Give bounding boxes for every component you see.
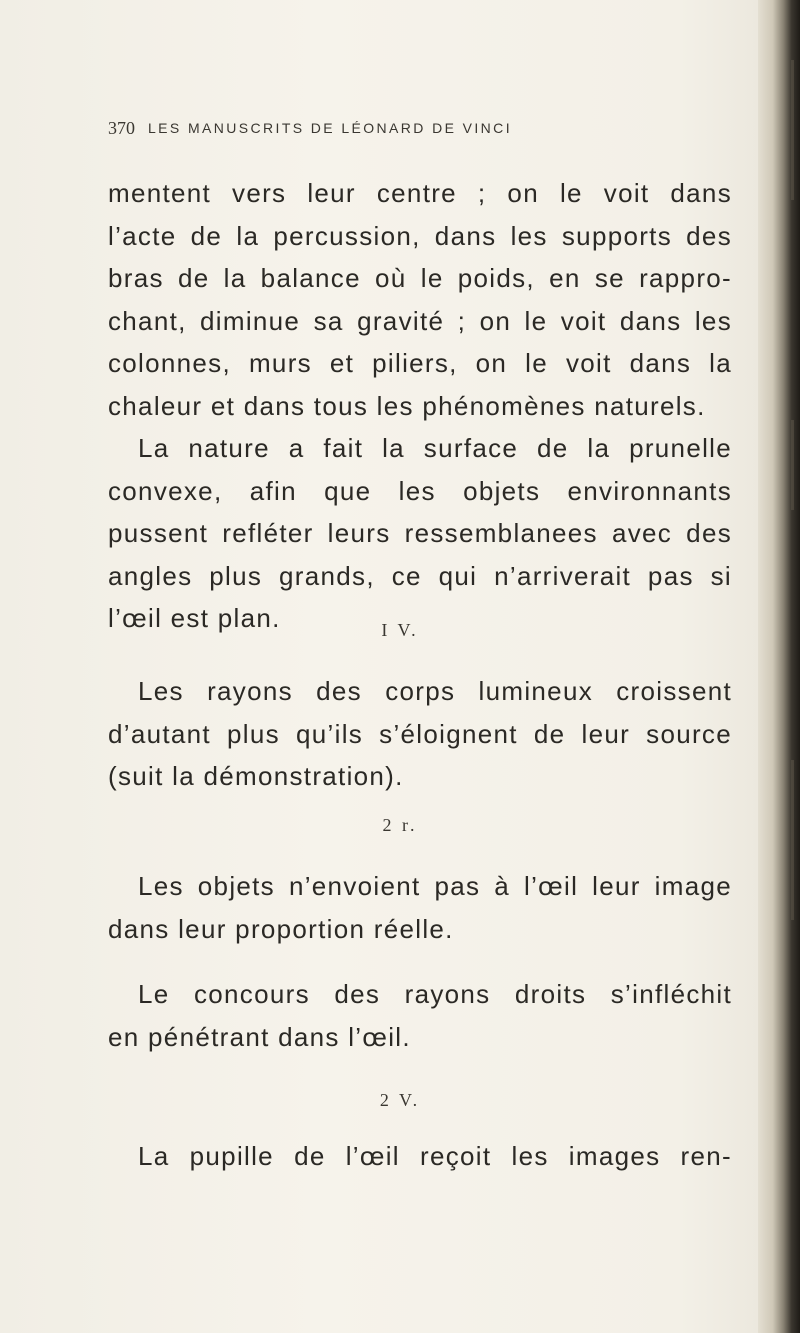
- text-line: La pupille de l’œil reçoit les images ren-: [138, 1141, 732, 1171]
- text-line: mentent vers leur centre ; on le voit dans: [108, 178, 732, 208]
- page-number: 370: [108, 118, 135, 138]
- text-line: Le concours des rayons droits s’infléchit: [138, 979, 732, 1009]
- text-line: (suit la démonstration).: [108, 761, 404, 791]
- paragraph-continuation: [108, 172, 732, 640]
- text-line: l’œil est plan.: [108, 603, 281, 633]
- text-line: bras de la balance où le poids, en se rappro-: [108, 263, 732, 293]
- edge-speck: [791, 60, 794, 200]
- text-line: en pénétrant dans l’œil.: [108, 1021, 411, 1052]
- text-line: chaleur et dans tous les phénomènes naturels.: [108, 390, 706, 421]
- text-line: d’autant plus qu’ils s’éloignent de leur source: [108, 718, 732, 749]
- text-line: convexe, afin que les objets environnants: [108, 475, 732, 506]
- running-head: [108, 118, 728, 142]
- page-edge-shadow: [758, 0, 800, 1333]
- edge-speck: [791, 760, 794, 920]
- edge-speck: [791, 420, 794, 510]
- text-line: l’acte de la percussion, dans les supports des: [108, 220, 732, 251]
- text-line: chant, diminue sa gravité ; on le voit dans les: [108, 305, 732, 336]
- running-title: LES MANUSCRITS DE LÉONARD DE VINCI: [148, 120, 512, 136]
- paragraph-2r-a: [108, 865, 732, 950]
- text-line: angles plus grands, ce qui n’arriverait pas si: [108, 560, 732, 591]
- paragraph-2r-b: [108, 973, 732, 1058]
- text-line: colonnes, murs et piliers, on le voit dans la: [108, 348, 732, 378]
- paragraph-1v: [108, 670, 732, 798]
- section-marker-2v: 2 V.: [379, 1090, 421, 1110]
- section-marker-2r: 2 r.: [382, 815, 418, 835]
- text-line: Les objets n’envoient pas à l’œil leur image: [138, 871, 732, 901]
- text-line: La nature a fait la surface de la prunelle: [138, 433, 732, 463]
- text-line: Les rayons des corps lumineux croissent: [138, 676, 732, 706]
- section-marker-1v: I V.: [381, 620, 419, 640]
- text-line: pussent refléter leurs ressemblanees avec des: [108, 518, 732, 548]
- paragraph-2v: [108, 1135, 732, 1178]
- text-line: dans leur proportion réelle.: [108, 913, 454, 944]
